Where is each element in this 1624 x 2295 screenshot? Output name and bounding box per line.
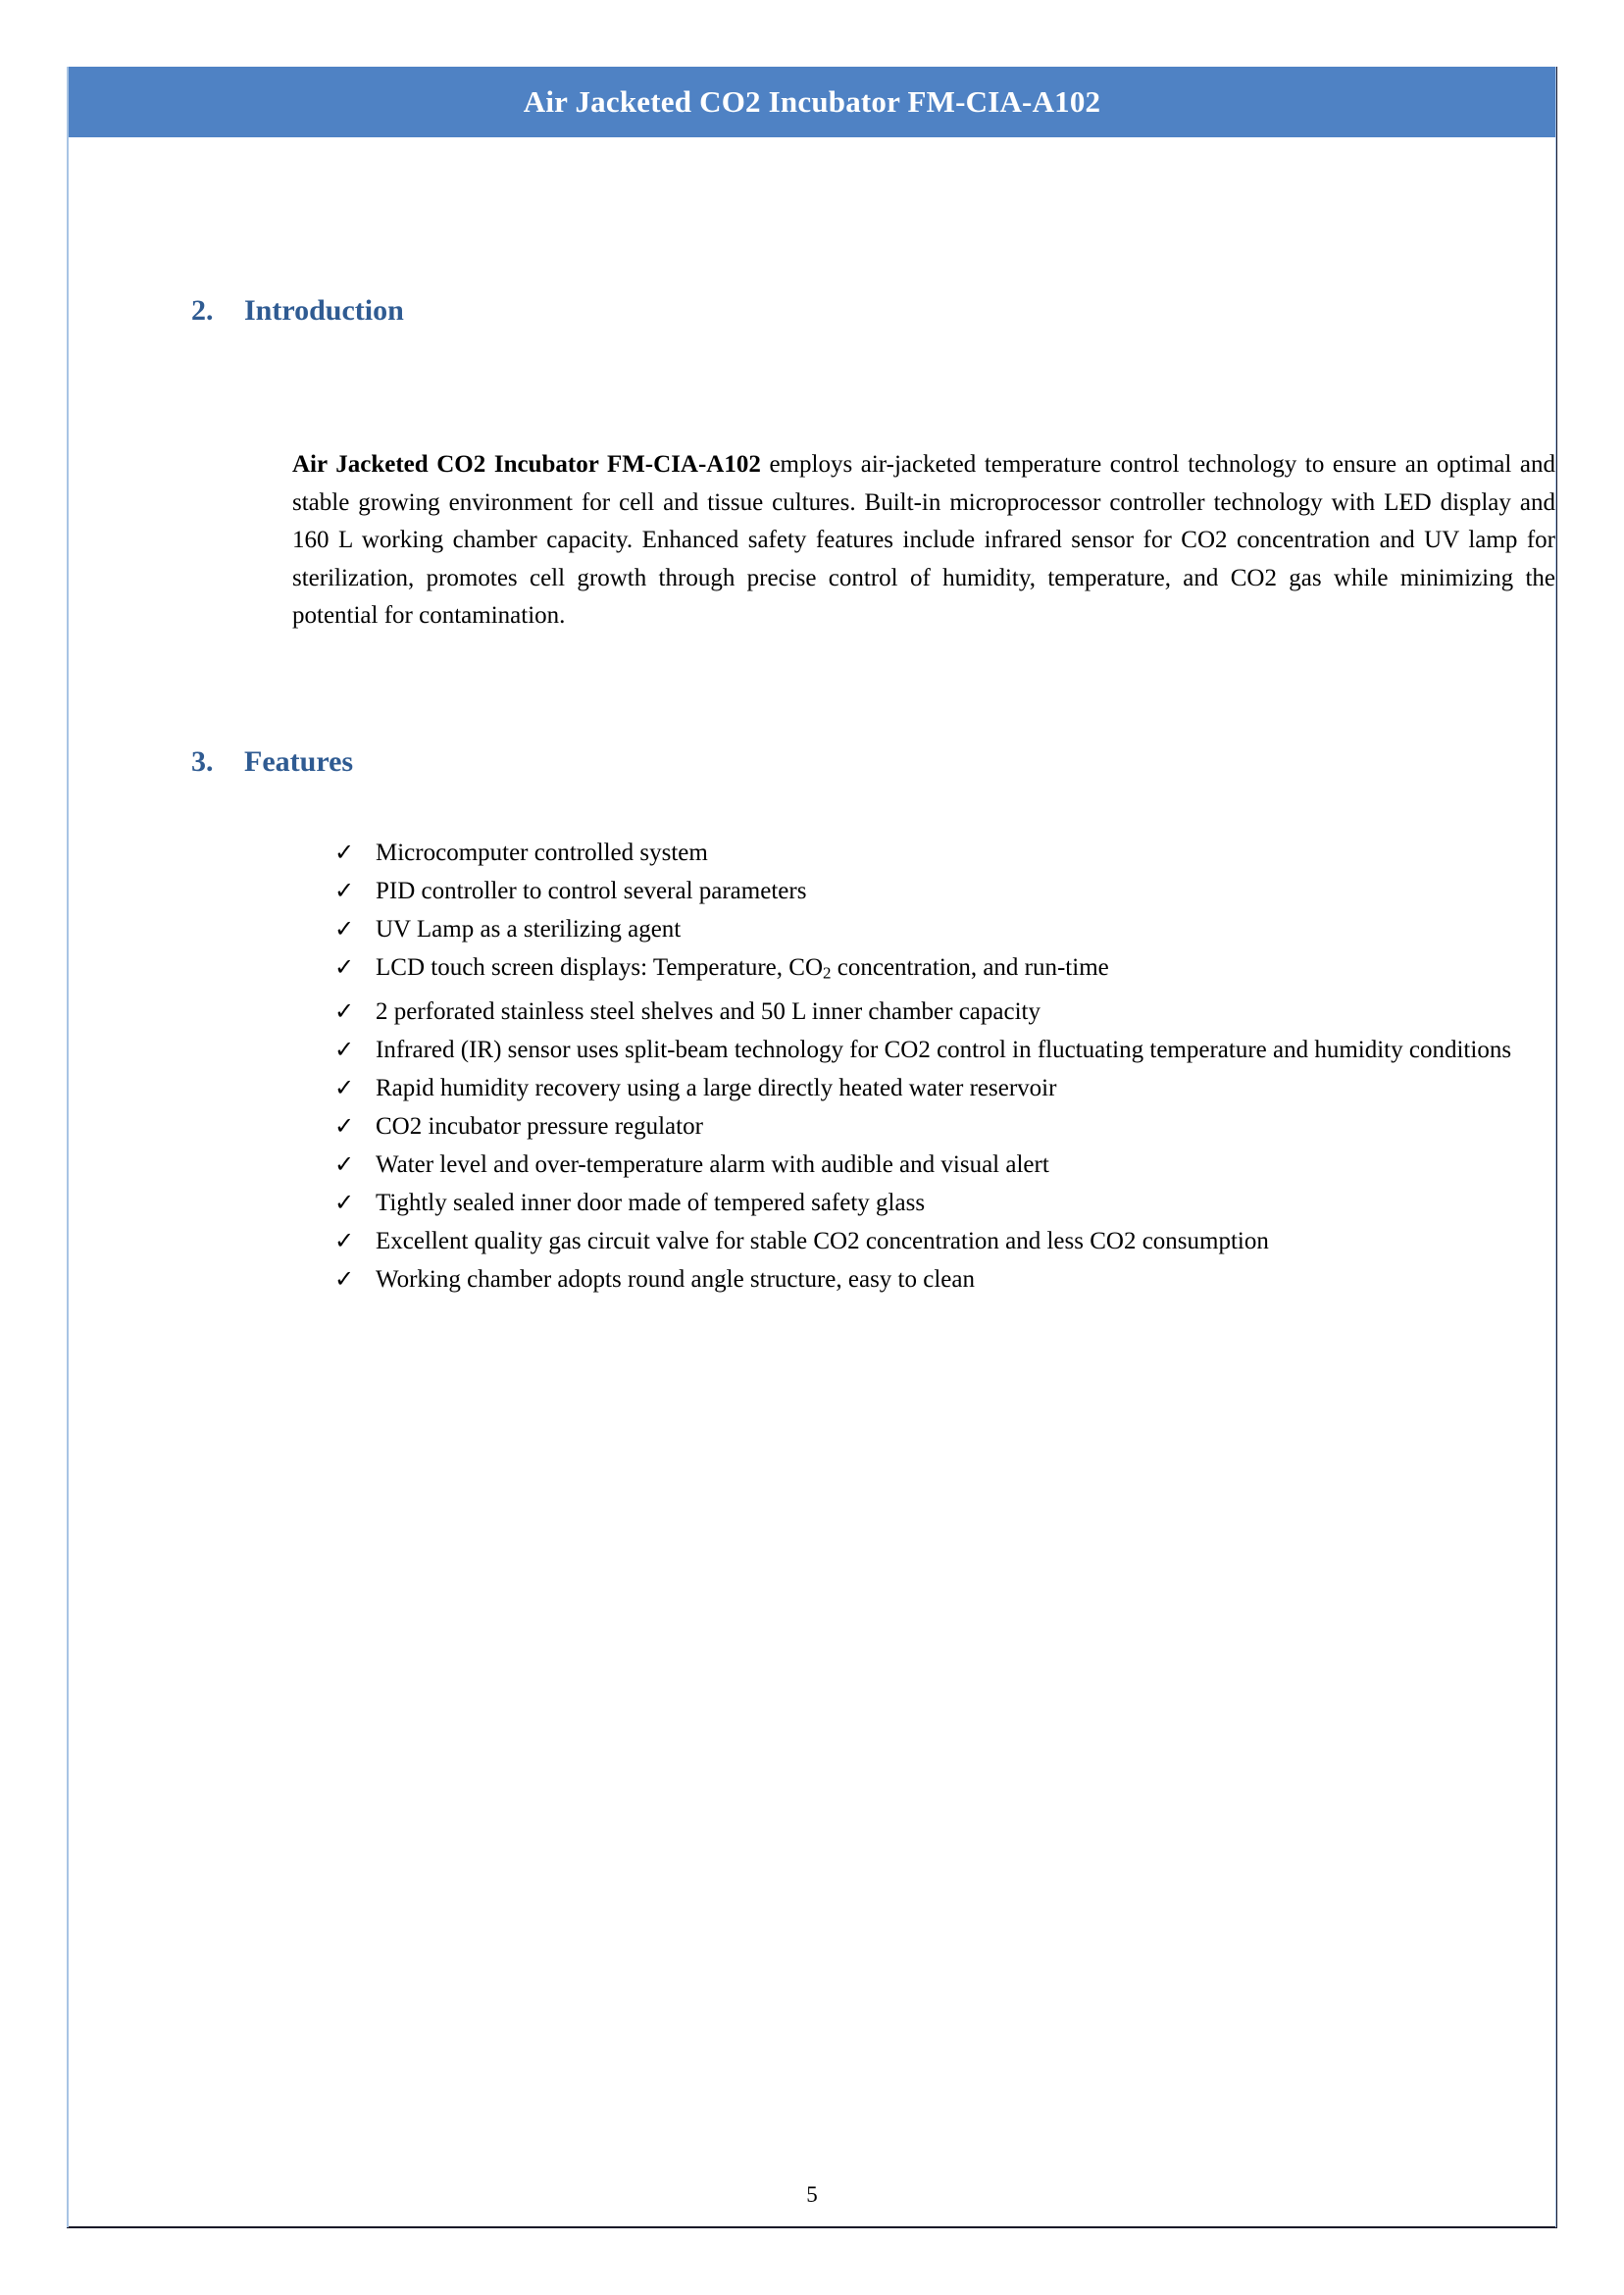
feature-list-item [330, 1107, 1555, 1146]
feature-list-item-label: Infrared (IR) sensor uses split-beam technology for CO2 control in fluctuating temperature and humidity conditions [376, 1036, 1512, 1063]
feature-list-item-label: PID controller to control several parameters [376, 878, 807, 904]
feature-list-item [330, 1031, 1555, 1069]
feature-list-item-label: Excellent quality gas circuit valve for stable CO2 concentration and less CO2 consumption [376, 1227, 1269, 1254]
check-icon: ✓ [334, 915, 355, 943]
document-title: Air Jacketed CO2 Incubator FM-CIA-A102 [523, 84, 1101, 119]
feature-list-item [330, 1184, 1555, 1222]
section-features-number: 3. [191, 745, 214, 778]
introduction-paragraph-body: employs air-jacketed temperature control technology to ensure an optimal and stable growing environment for cell and tissue cultures. Built-in microprocessor controller technology with LED display and 160 L working chamber capacity. Enhanced safety features include infrared sensor for CO2 concentration and UV lamp for sterilization, promotes cell growth through precise control of humidity, temperature, and CO2 gas while minimizing the potential for contamination. [292, 451, 1556, 629]
page-content [67, 137, 1557, 2228]
check-icon: ✓ [334, 1226, 355, 1254]
feature-list-item-label: Water level and over-temperature alarm with audible and visual alert [376, 1150, 1049, 1178]
feature-list-item [330, 834, 1555, 872]
check-icon: ✓ [334, 1149, 355, 1178]
introduction-paragraph [292, 446, 1555, 636]
feature-list-item [330, 948, 1555, 993]
feature-list-item-label: 2 perforated stainless steel shelves and 50 L inner chamber capacity [376, 997, 1040, 1025]
feature-list-item [330, 910, 1555, 948]
features-list [330, 834, 1555, 1299]
feature-list-item [330, 1260, 1555, 1299]
section-features-heading [67, 745, 1557, 779]
feature-list-item-label: Rapid humidity recovery using a large directly heated water reservoir [376, 1074, 1057, 1101]
check-icon: ✓ [334, 1111, 355, 1140]
section-introduction-heading [67, 294, 1557, 328]
feature-list-item [330, 1146, 1555, 1184]
feature-list-item [330, 993, 1555, 1031]
feature-list-item [330, 1069, 1555, 1107]
introduction-paragraph-lead: Air Jacketed CO2 Incubator FM-CIA-A102 [292, 451, 761, 478]
feature-list-item-label: LCD touch screen displays: Temperature, $CO_2$ concentration, and run-time [376, 954, 1109, 983]
check-icon: ✓ [334, 1264, 355, 1293]
page-number: 5 [806, 2182, 818, 2207]
section-introduction [67, 294, 1557, 629]
check-icon: ✓ [334, 953, 355, 981]
feature-list-item [330, 872, 1555, 910]
feature-list-item-label: Microcomputer controlled system [376, 840, 708, 866]
feature-list-item-label: CO2 incubator pressure regulator [376, 1112, 703, 1140]
section-introduction-number: 2. [191, 294, 214, 327]
feature-list-item [330, 1222, 1555, 1260]
check-icon: ✓ [334, 996, 355, 1025]
check-icon: ✓ [334, 1035, 355, 1063]
section-introduction-title: Introduction [244, 294, 404, 327]
feature-list-item-label: Tightly sealed inner door made of tempered safety glass [376, 1189, 926, 1216]
footer-divider [69, 2226, 1555, 2227]
check-icon: ✓ [334, 1188, 355, 1216]
check-icon: ✓ [334, 839, 355, 866]
check-icon: ✓ [334, 877, 355, 904]
section-features-title: Features [244, 745, 354, 778]
feature-list-item-label: UV Lamp as a sterilizing agent [376, 916, 682, 943]
check-icon: ✓ [334, 1073, 355, 1101]
feature-list-item-label: Working chamber adopts round angle structure, easy to clean [376, 1265, 975, 1293]
section-features [67, 745, 1557, 1293]
